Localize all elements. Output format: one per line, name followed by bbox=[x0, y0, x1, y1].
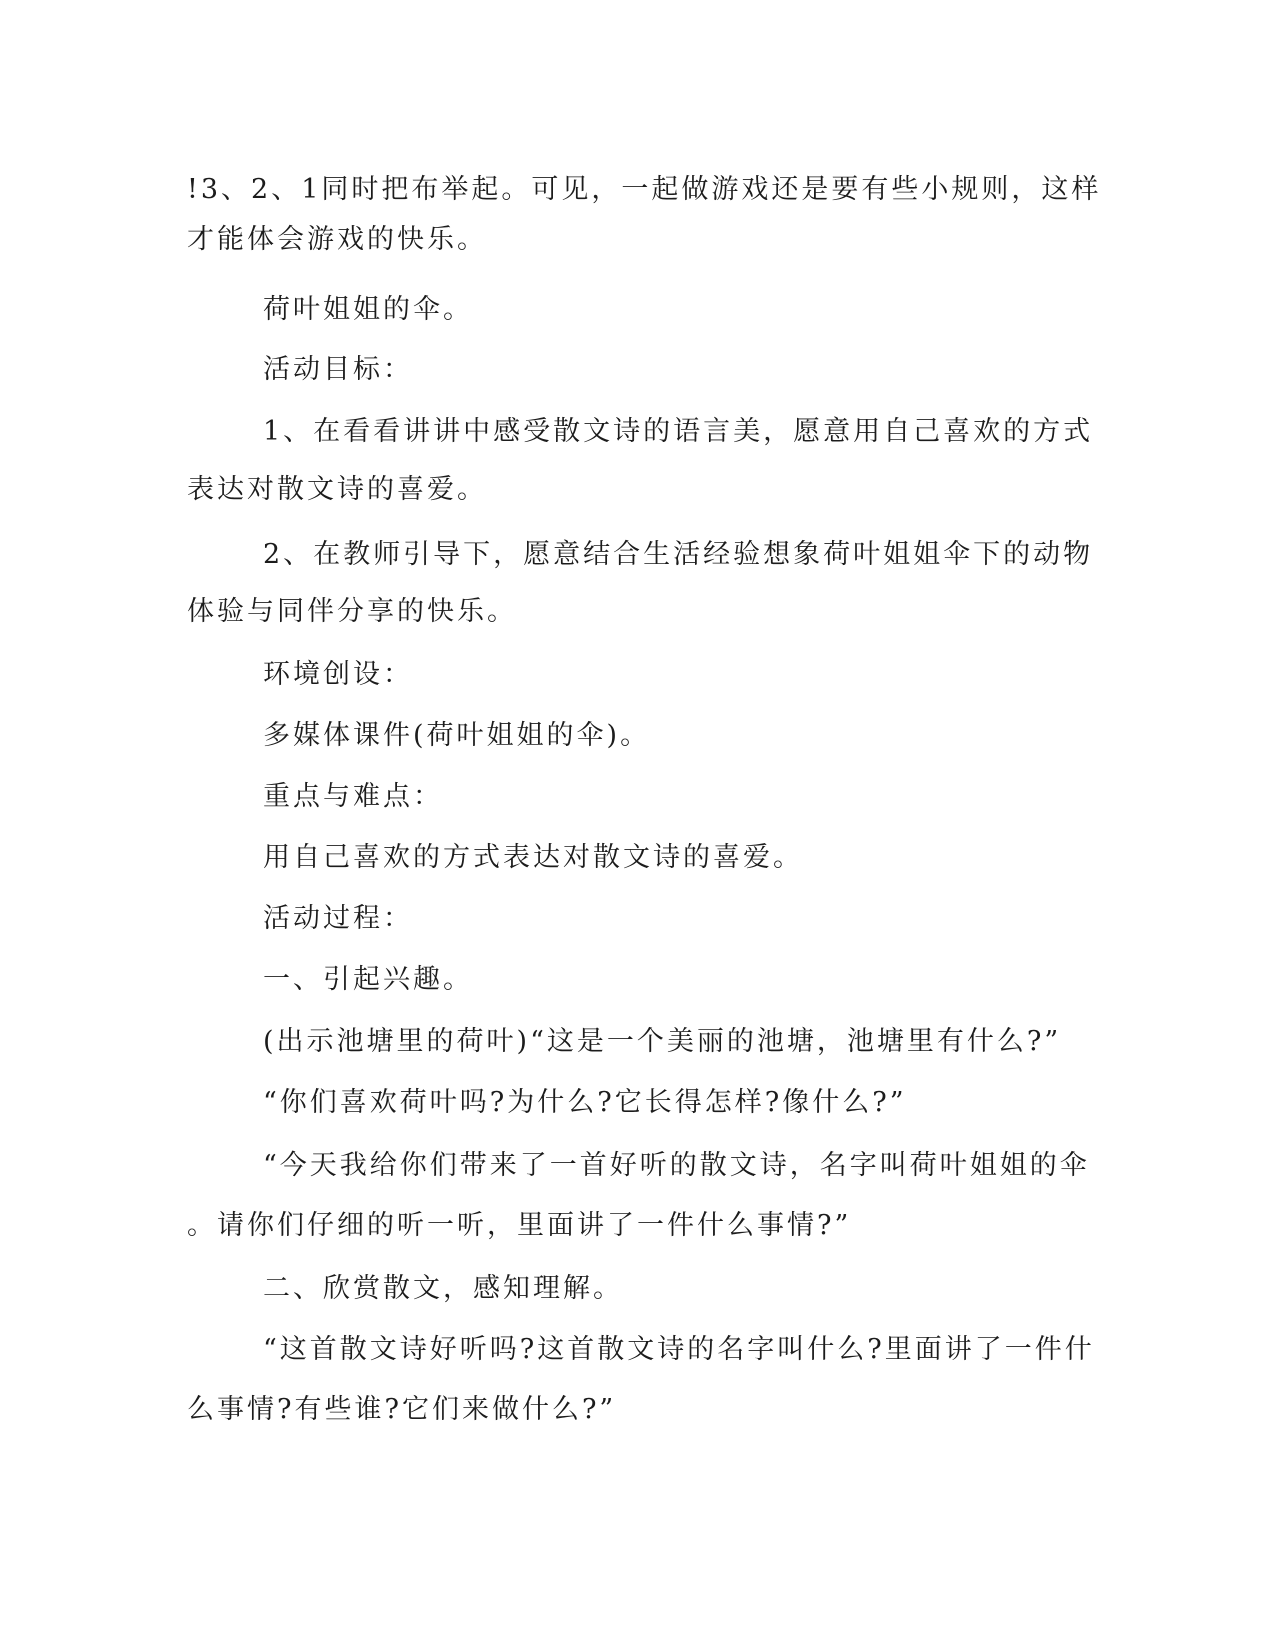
text-line: 活动过程： bbox=[263, 903, 413, 934]
text-line: 重点与难点： bbox=[263, 781, 443, 812]
text-line: 表达对散文诗的喜爱。 bbox=[187, 474, 487, 505]
text-line: “这首散文诗好听吗?这首散文诗的名字叫什么?里面讲了一件什 bbox=[263, 1334, 1095, 1365]
text-line: “今天我给你们带来了一首好听的散文诗，名字叫荷叶姐姐的伞 bbox=[263, 1150, 1090, 1181]
text-line: 么事情?有些谁?它们来做什么?” bbox=[187, 1394, 617, 1425]
text-line: (出示池塘里的荷叶)“这是一个美丽的池塘，池塘里有什么?” bbox=[263, 1026, 1062, 1057]
text-line: 。请你们仔细的听一听，里面讲了一件什么事情?” bbox=[187, 1210, 852, 1241]
text-line: 用自己喜欢的方式表达对散文诗的喜爱。 bbox=[263, 842, 803, 873]
text-line: 体验与同伴分享的快乐。 bbox=[187, 596, 517, 627]
text-line: 活动目标： bbox=[263, 354, 413, 385]
text-line: 多媒体课件(荷叶姐姐的伞)。 bbox=[263, 720, 651, 751]
text-line: 荷叶姐姐的伞。 bbox=[263, 294, 473, 325]
text-line: 二、欣赏散文，感知理解。 bbox=[263, 1273, 623, 1304]
text-line: 2、在教师引导下，愿意结合生活经验想象荷叶姐姐伞下的动物 bbox=[263, 539, 1094, 570]
text-line: 1、在看看讲讲中感受散文诗的语言美，愿意用自己喜欢的方式 bbox=[263, 416, 1094, 447]
text-line: 一、引起兴趣。 bbox=[263, 964, 473, 995]
text-line: 环境创设： bbox=[263, 659, 413, 690]
text-line: !3、2、1同时把布举起。可见，一起做游戏还是要有些小规则，这样 bbox=[187, 174, 1102, 205]
text-line: 才能体会游戏的快乐。 bbox=[187, 224, 487, 255]
text-line: “你们喜欢荷叶吗?为什么?它长得怎样?像什么?” bbox=[263, 1087, 907, 1118]
